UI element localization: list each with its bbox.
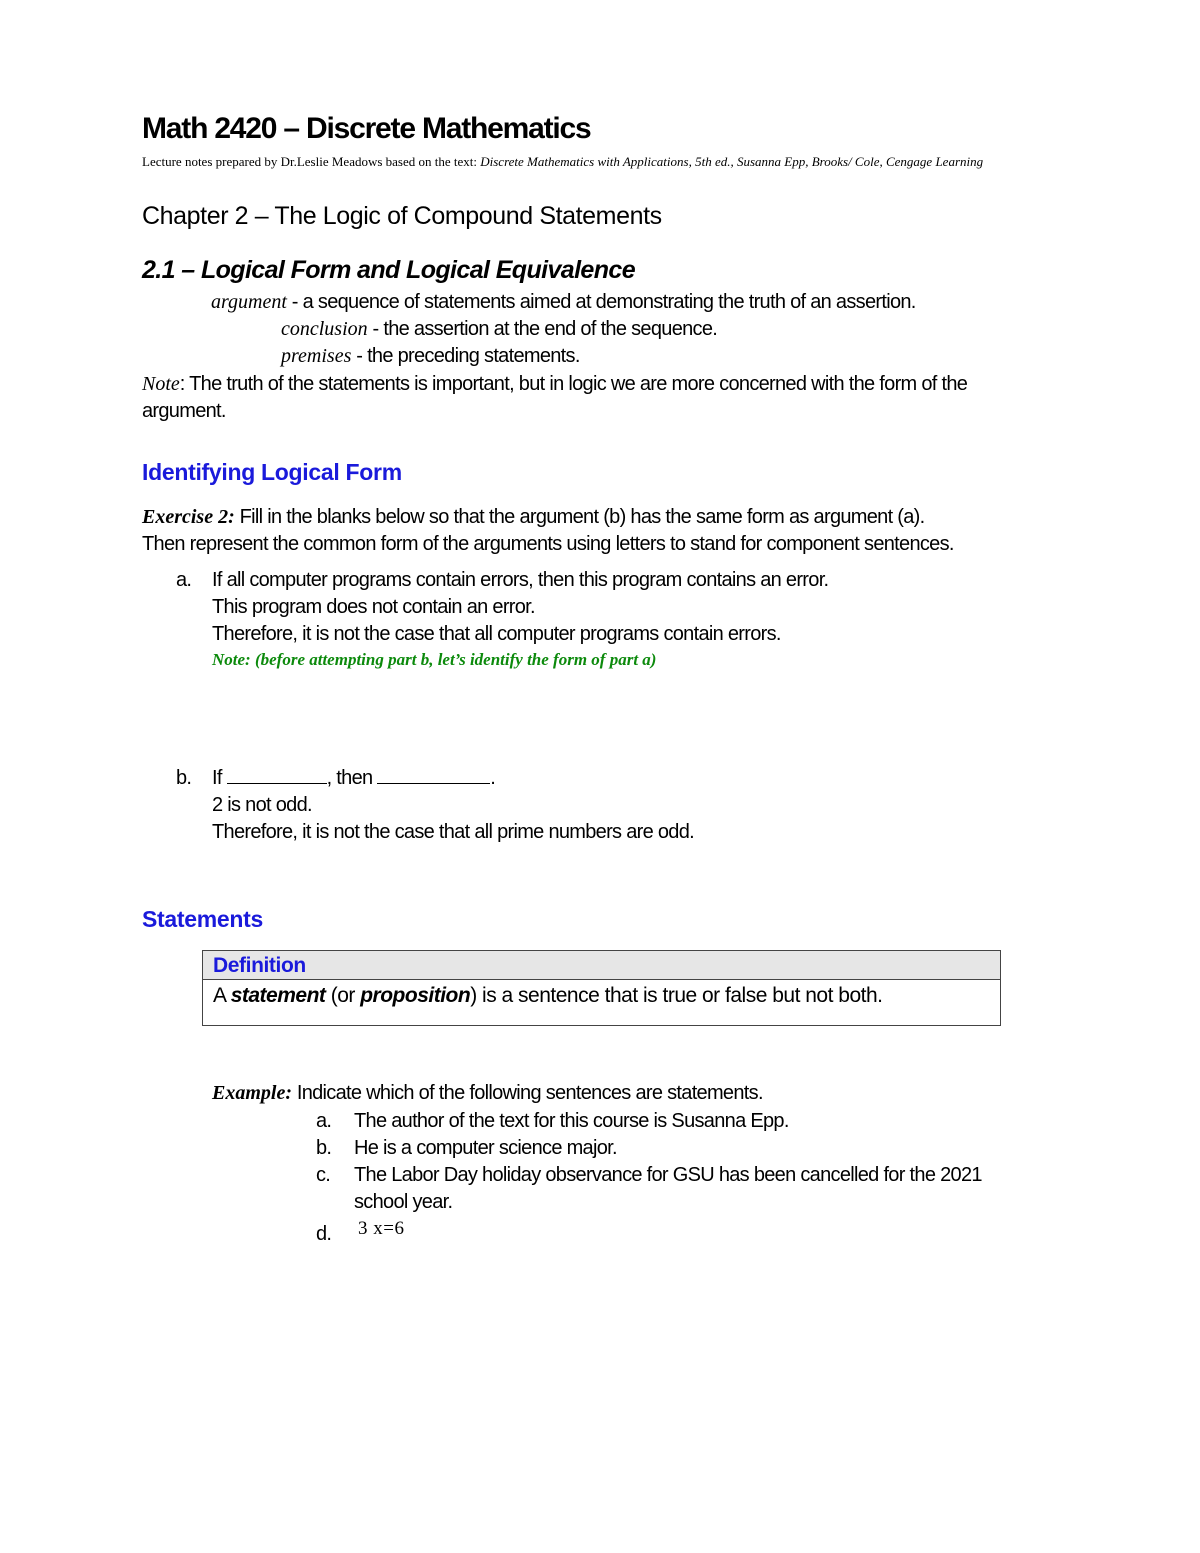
example-item-text-continued: school year. — [354, 1191, 453, 1213]
definition-sep: - — [367, 318, 384, 340]
definition-conclusion — [281, 318, 717, 341]
credit-line — [142, 152, 1062, 171]
example-text: Indicate which of the following sentences are statements. — [292, 1082, 763, 1104]
definition-text: the preceding statements. — [367, 345, 580, 367]
chapter-heading: Chapter 2 – The Logic of Compound Statements — [142, 202, 662, 230]
section-heading: 2.1 – Logical Form and Logical Equivalence — [142, 256, 636, 284]
example-item-text: The author of the text for this course is Susanna Epp. — [354, 1110, 789, 1132]
def-suffix: ) is a sentence that is true or false but not both. — [470, 984, 883, 1007]
definition-term: premises — [281, 345, 352, 367]
definition-sep: - — [351, 345, 368, 367]
part-a-marker: a. — [176, 569, 192, 591]
credit-book: Discrete Mathematics with Applications, 5th ed., Susanna Epp, Brooks/ Cole, Cengage Learning — [480, 154, 984, 169]
example-item-marker: d. — [316, 1223, 332, 1245]
document-title: Math 2420 – Discrete Mathematics — [142, 112, 591, 145]
note-label: Note — [142, 373, 180, 395]
part-a-line-2: This program does not contain an error. — [212, 596, 535, 618]
definition-term: conclusion — [281, 318, 368, 340]
example-item-marker: a. — [316, 1110, 332, 1132]
example-label: Example: — [212, 1082, 292, 1104]
note-line-1 — [142, 373, 967, 396]
part-a-line-3: Therefore, it is not the case that all computer programs contain errors. — [212, 623, 781, 645]
definition-box — [202, 950, 1001, 1026]
example-line — [212, 1082, 763, 1105]
definition-sep: - — [286, 291, 303, 313]
blank-conclusion[interactable] — [377, 767, 490, 784]
example-item-text: He is a computer science major. — [354, 1137, 617, 1159]
exercise-line-1 — [142, 506, 925, 529]
exercise-line-2: Then represent the common form of the arguments using letters to stand for component sentences. — [142, 533, 954, 555]
exercise-text: Fill in the blanks below so that the argument (b) has the same form as argument (a). — [234, 506, 925, 528]
definition-box-heading: Definition — [203, 951, 1000, 980]
definition-premises — [281, 345, 580, 368]
statements-heading: Statements — [142, 906, 263, 932]
def-term-proposition: proposition — [360, 984, 471, 1007]
equation: 3 x=6 — [358, 1218, 405, 1239]
then-word: , then — [326, 767, 378, 789]
note-text: : The truth of the statements is important, but in logic we are more concerned with the form of the — [179, 373, 968, 395]
definition-text: the assertion at the end of the sequence. — [383, 318, 718, 340]
blank-hypothesis[interactable] — [227, 767, 327, 784]
def-mid: (or — [325, 984, 361, 1007]
example-item-marker: c. — [316, 1164, 331, 1186]
example-item-text: The Labor Day holiday observance for GSU has been cancelled for the 2021 — [354, 1164, 982, 1186]
note-line-2: argument. — [142, 400, 226, 422]
identifying-heading: Identifying Logical Form — [142, 459, 402, 485]
definition-term: argument — [211, 291, 287, 313]
def-prefix: A — [213, 984, 231, 1007]
definition-argument — [211, 291, 916, 314]
credit-prefix: Lecture notes prepared by Dr.Leslie Meadows based on the text: — [142, 154, 481, 169]
part-a-note: Note: (before attempting part b, let’s identify the form of part a) — [212, 650, 657, 669]
exercise-label: Exercise 2: — [142, 506, 235, 528]
example-item-marker: b. — [316, 1137, 332, 1159]
def-term-statement: statement — [230, 984, 326, 1007]
definition-box-body — [203, 980, 1000, 1012]
part-b-marker: b. — [176, 767, 192, 789]
definition-text: a sequence of statements aimed at demonstrating the truth of an assertion. — [302, 291, 916, 313]
period: . — [490, 767, 496, 789]
part-a-line-1: If all computer programs contain errors, then this program contains an error. — [212, 569, 829, 591]
part-b-line-2: 2 is not odd. — [212, 794, 312, 816]
if-word: If — [212, 767, 227, 789]
part-b-line-3: Therefore, it is not the case that all prime numbers are odd. — [212, 821, 695, 843]
part-b-line-1 — [212, 767, 495, 790]
